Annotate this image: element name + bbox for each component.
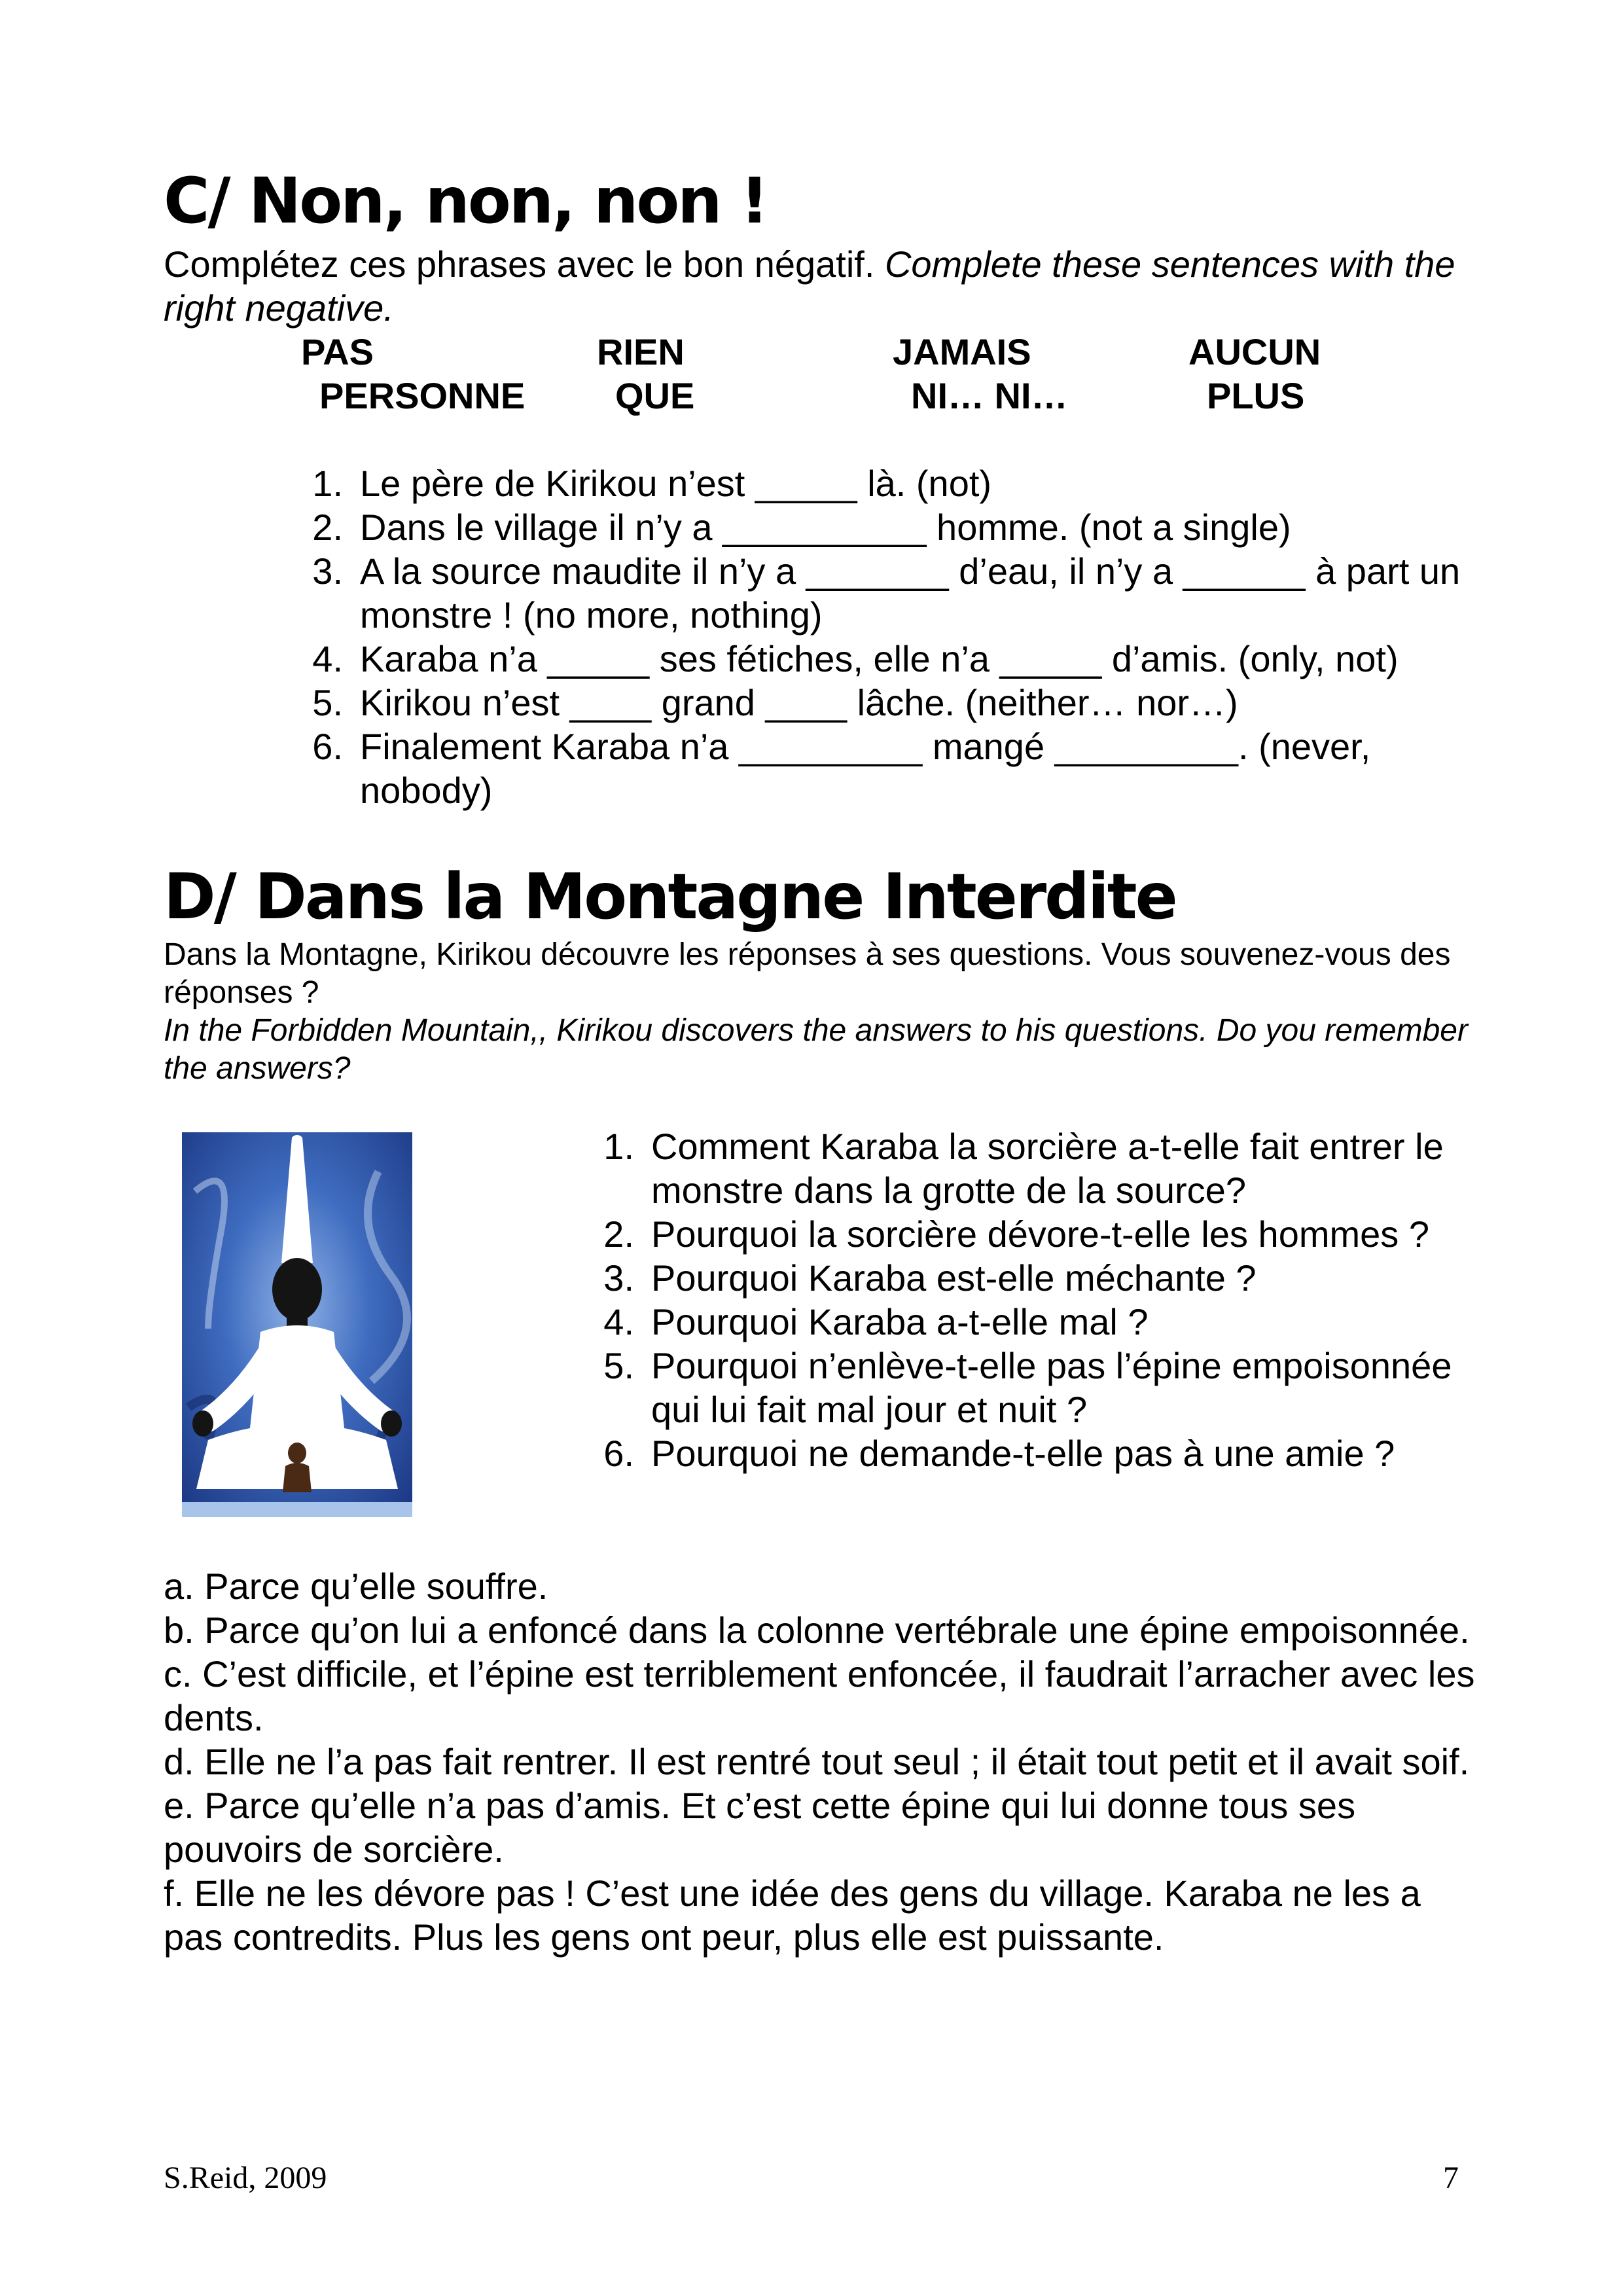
item-number: 2. [603, 1213, 634, 1255]
list-item [592, 1344, 1476, 1431]
item-number: 6. [603, 1433, 634, 1474]
footer-author: S.Reid, 2009 [164, 2161, 327, 2195]
list-item [301, 505, 1472, 549]
answer-list [164, 1564, 1479, 1959]
item-text: Karaba n’a _____ ses fétiches, elle n’a _____ d’amis. (only, not) [360, 638, 1399, 679]
answer-item: a. Parce qu’elle souffre. [164, 1566, 548, 1607]
answer-item: e. Parce qu’elle n’a pas d’amis. Et c’est cette épine qui lui donne tous ses pouvoirs de sorcière. [164, 1785, 1356, 1870]
negative-word-bank [301, 331, 1484, 418]
item-number: 4. [603, 1301, 634, 1342]
list-item [592, 1256, 1476, 1300]
section-d-intro-french: Dans la Montagne, Kirikou découvre les réponses à ses questions. Vous souvenez-vous des réponses ? [164, 937, 1451, 1010]
word-bank-item: QUE [615, 375, 695, 416]
item-text: Pourquoi la sorcière dévore-t-elle les hommes ? [651, 1213, 1429, 1255]
list-item [301, 549, 1472, 637]
list-item [592, 1431, 1476, 1475]
section-c-title: C/ Non, non, non ! [164, 164, 767, 238]
word-bank-item: PLUS [1207, 375, 1305, 416]
item-text: Pourquoi ne demande-t-elle pas à une amie ? [651, 1433, 1395, 1474]
word-bank-item: PERSONNE [319, 375, 526, 416]
item-text: Pourquoi Karaba a-t-elle mal ? [651, 1301, 1149, 1342]
answer-item: c. C’est difficile, et l’épine est terriblement enfoncée, il faudrait l’arracher avec les dents. [164, 1653, 1475, 1738]
list-item [592, 1124, 1476, 1212]
section-d-questions [592, 1124, 1476, 1475]
item-number: 1. [312, 463, 343, 504]
item-number: 3. [312, 550, 343, 592]
item-text: Dans le village il n’y a __________ homme. (not a single) [360, 507, 1291, 548]
section-d-title: D/ Dans la Montagne Interdite [164, 860, 1176, 933]
section-c-questions [301, 461, 1472, 812]
list-item [301, 461, 1472, 505]
page-number: 7 [1443, 2161, 1459, 2195]
list-item [592, 1212, 1476, 1256]
section-c-instruction [164, 242, 1472, 330]
item-number: 5. [603, 1345, 634, 1386]
section-d-intro-english: In the Forbidden Mountain,, Kirikou discovers the answers to his questions. Do you remember the answers? [164, 1013, 1468, 1086]
answer-item: b. Parce qu’on lui a enfoncé dans la colonne vertébrale une épine empoisonnée. [164, 1609, 1470, 1651]
answer-item: f. Elle ne les dévore pas ! C’est une idée des gens du village. Karaba ne les a pas contredits. Plus les gens ont peur, plus elle est puissante. [164, 1873, 1421, 1958]
word-bank-item: AUCUN [1188, 331, 1321, 372]
instruction-french: Complétez ces phrases avec le bon négatif. [164, 243, 885, 285]
word-bank-item: JAMAIS [893, 331, 1031, 372]
karaba-meditating-illustration [182, 1132, 412, 1517]
item-text: A la source maudite il n’y a _______ d’eau, il n’y a ______ à part un monstre ! (no more, nothing) [360, 550, 1461, 636]
item-number: 6. [312, 726, 343, 767]
item-number: 4. [312, 638, 343, 679]
word-bank-item: RIEN [597, 331, 685, 372]
item-number: 1. [603, 1126, 634, 1167]
answer-item: d. Elle ne l’a pas fait rentrer. Il est rentré tout seul ; il était tout petit et il avait soif. [164, 1741, 1470, 1782]
list-item [301, 637, 1472, 681]
item-number: 3. [603, 1257, 634, 1299]
item-text: Comment Karaba la sorcière a-t-elle fait entrer le monstre dans la grotte de la source? [651, 1126, 1444, 1211]
item-text: Pourquoi n’enlève-t-elle pas l’épine empoisonnée qui lui fait mal jour et nuit ? [651, 1345, 1452, 1430]
item-text: Pourquoi Karaba est-elle méchante ? [651, 1257, 1257, 1299]
word-bank-item: NI… NI… [911, 375, 1068, 416]
word-bank-item: PAS [301, 331, 374, 372]
item-number: 5. [312, 682, 343, 723]
item-text: Le père de Kirikou n’est _____ là. (not) [360, 463, 992, 504]
list-item [592, 1300, 1476, 1344]
list-item [301, 681, 1472, 725]
list-item [301, 725, 1472, 812]
item-number: 2. [312, 507, 343, 548]
item-text: Finalement Karaba n’a _________ mangé _________. (never, nobody) [360, 726, 1371, 811]
item-text: Kirikou n’est ____ grand ____ lâche. (neither… nor…) [360, 682, 1238, 723]
instruction-english: Complete these sentences with the right negative. [164, 243, 1455, 329]
